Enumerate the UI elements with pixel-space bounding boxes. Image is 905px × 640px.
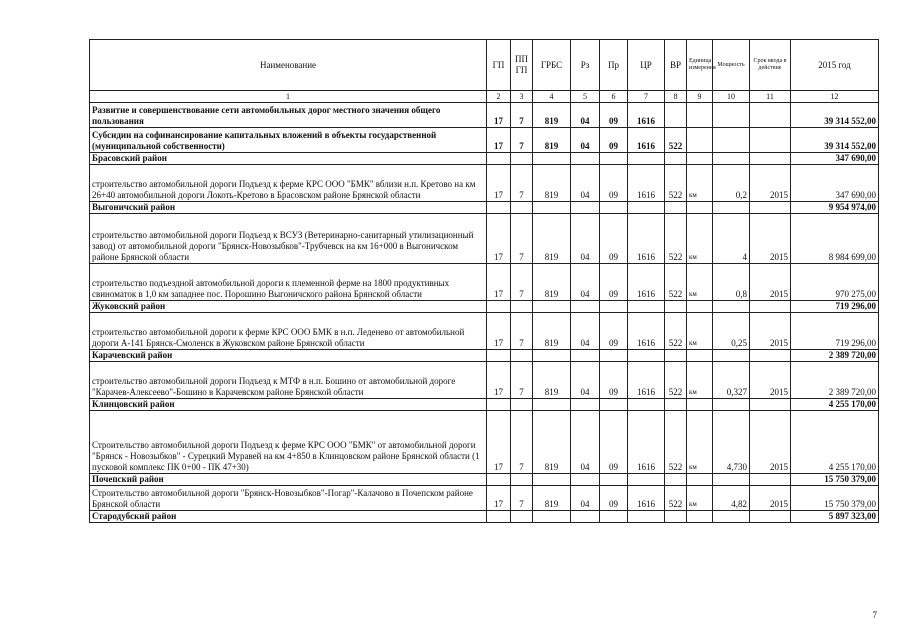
row-rz bbox=[571, 399, 600, 411]
row-name: Жуковский район bbox=[90, 301, 487, 313]
row-capacity bbox=[713, 128, 750, 153]
row-capacity: 4,730 bbox=[713, 411, 750, 474]
row-gp bbox=[487, 153, 511, 165]
district-row bbox=[90, 474, 879, 486]
row-gp bbox=[487, 202, 511, 214]
row-rz: 04 bbox=[571, 362, 600, 399]
row-capacity bbox=[713, 350, 750, 362]
row-grbs bbox=[533, 153, 571, 165]
row-gp bbox=[487, 399, 511, 411]
row-pr: 09 bbox=[600, 264, 628, 301]
row-cr: 1616 bbox=[628, 165, 665, 202]
row-gp bbox=[487, 511, 511, 523]
row-rz bbox=[571, 202, 600, 214]
row-pr bbox=[600, 153, 628, 165]
row-unit bbox=[687, 350, 713, 362]
row-cr bbox=[628, 399, 665, 411]
row-pp bbox=[511, 301, 533, 313]
row-pp bbox=[511, 511, 533, 523]
row-pp: 7 bbox=[511, 128, 533, 153]
col-header-rz: Рз bbox=[571, 40, 600, 91]
district-row bbox=[90, 301, 879, 313]
row-name: строительство подъездной автомобильной дороги к племенной ферме на 1800 продуктивных свиноматок в 1,0 км западнее пос. Порошино Выгоничского района Брянской области bbox=[90, 264, 487, 301]
row-year: 2015 bbox=[750, 411, 791, 474]
row-year: 2015 bbox=[750, 214, 791, 264]
row-amount: 39 314 552,00 bbox=[791, 103, 879, 128]
row-name: строительство автомобильной дороги к ферме КРС ООО БМК в н.п. Леденево от автомобильной дороги А-141 Брянск-Смоленск в Жуковском районе Брянской области bbox=[90, 313, 487, 350]
row-name: Брасовский район bbox=[90, 153, 487, 165]
table-row bbox=[90, 214, 879, 264]
col-header-gp: ГП bbox=[487, 40, 511, 91]
row-unit: км bbox=[687, 411, 713, 474]
row-cr: 1616 bbox=[628, 362, 665, 399]
row-unit bbox=[687, 399, 713, 411]
row-amount: 4 255 170,00 bbox=[791, 399, 879, 411]
col-number: 9 bbox=[687, 91, 713, 103]
row-name: Выгоничский район bbox=[90, 202, 487, 214]
row-gp: 17 bbox=[487, 128, 511, 153]
row-vr bbox=[665, 511, 687, 523]
row-pp bbox=[511, 399, 533, 411]
row-grbs bbox=[533, 511, 571, 523]
col-number: 2 bbox=[487, 91, 511, 103]
row-rz: 04 bbox=[571, 128, 600, 153]
row-cr bbox=[628, 301, 665, 313]
row-pp bbox=[511, 153, 533, 165]
row-grbs: 819 bbox=[533, 264, 571, 301]
row-amount: 39 314 552,00 bbox=[791, 128, 879, 153]
row-vr bbox=[665, 202, 687, 214]
row-rz: 04 bbox=[571, 313, 600, 350]
section-row bbox=[90, 128, 879, 153]
row-amount: 347 690,00 bbox=[791, 165, 879, 202]
row-grbs: 819 bbox=[533, 313, 571, 350]
row-pr bbox=[600, 399, 628, 411]
row-rz bbox=[571, 350, 600, 362]
district-row bbox=[90, 153, 879, 165]
row-grbs: 819 bbox=[533, 486, 571, 511]
row-amount: 2 389 720,00 bbox=[791, 362, 879, 399]
budget-table-container bbox=[89, 39, 878, 523]
row-gp: 17 bbox=[487, 313, 511, 350]
row-capacity: 4 bbox=[713, 214, 750, 264]
row-year: 2015 bbox=[750, 486, 791, 511]
row-grbs bbox=[533, 350, 571, 362]
row-name: Строительство автомобильной дороги Подъезд к ферме КРС ООО "БМК" от автомобильной дороги "Брянск - Новозыбков" - Сурецкий Муравей на км 4+850 в Клинцовском районе Брянской области (1 пусковой комплекс ПК 0+00 - ПК 47+30) bbox=[90, 411, 487, 474]
col-header-year: Срок ввода в действие bbox=[750, 40, 791, 91]
row-amount: 970 275,00 bbox=[791, 264, 879, 301]
row-amount: 719 296,00 bbox=[791, 301, 879, 313]
row-unit bbox=[687, 103, 713, 128]
row-unit bbox=[687, 474, 713, 486]
row-capacity: 0,327 bbox=[713, 362, 750, 399]
col-number: 4 bbox=[533, 91, 571, 103]
row-name: Строительство автомобильной дороги "Брянск-Новозыбков"-Погар"-Калачово в Почепском районе Брянской области bbox=[90, 486, 487, 511]
row-pr bbox=[600, 301, 628, 313]
row-grbs bbox=[533, 399, 571, 411]
table-row bbox=[90, 264, 879, 301]
section-row bbox=[90, 103, 879, 128]
district-row bbox=[90, 511, 879, 523]
row-rz bbox=[571, 153, 600, 165]
row-capacity: 0,2 bbox=[713, 165, 750, 202]
district-row bbox=[90, 399, 879, 411]
col-header-unit: Единица измерения bbox=[687, 40, 713, 91]
row-name: Развитие и совершенствование сети автомобильных дорог местного значения общего пользования bbox=[90, 103, 487, 128]
row-vr: 522 bbox=[665, 362, 687, 399]
row-capacity bbox=[713, 153, 750, 165]
row-grbs bbox=[533, 202, 571, 214]
row-gp: 17 bbox=[487, 486, 511, 511]
row-pr: 09 bbox=[600, 362, 628, 399]
col-number: 1 bbox=[90, 91, 487, 103]
row-capacity bbox=[713, 399, 750, 411]
row-year bbox=[750, 103, 791, 128]
col-number: 3 bbox=[511, 91, 533, 103]
row-cr: 1616 bbox=[628, 264, 665, 301]
row-pr bbox=[600, 474, 628, 486]
col-number: 5 bbox=[571, 91, 600, 103]
col-number: 12 bbox=[791, 91, 879, 103]
row-cr bbox=[628, 511, 665, 523]
col-header-pr: Пр bbox=[600, 40, 628, 91]
row-capacity: 0,8 bbox=[713, 264, 750, 301]
row-amount: 4 255 170,00 bbox=[791, 411, 879, 474]
district-row bbox=[90, 202, 879, 214]
col-header-vr: ВР bbox=[665, 40, 687, 91]
table-row bbox=[90, 362, 879, 399]
table-row bbox=[90, 165, 879, 202]
row-year bbox=[750, 128, 791, 153]
row-year: 2015 bbox=[750, 313, 791, 350]
row-grbs: 819 bbox=[533, 214, 571, 264]
row-capacity bbox=[713, 103, 750, 128]
row-name: Карачевский район bbox=[90, 350, 487, 362]
row-unit bbox=[687, 202, 713, 214]
row-vr bbox=[665, 153, 687, 165]
row-cr: 1616 bbox=[628, 486, 665, 511]
row-cr: 1616 bbox=[628, 103, 665, 128]
row-unit: км bbox=[687, 165, 713, 202]
row-vr: 522 bbox=[665, 214, 687, 264]
row-gp: 17 bbox=[487, 214, 511, 264]
row-name: Почепский район bbox=[90, 474, 487, 486]
row-gp bbox=[487, 301, 511, 313]
row-name: строительство автомобильной дороги Подъезд к ВСУЗ (Ветеринарно-санитарный утилизационный завод) от автомобильной дороги "Брянск-Новозыбков"-Трубчевск на км 16+000 в Выгоничском районе Брянской области bbox=[90, 214, 487, 264]
row-cr bbox=[628, 474, 665, 486]
row-amount: 2 389 720,00 bbox=[791, 350, 879, 362]
row-pr: 09 bbox=[600, 214, 628, 264]
row-pp bbox=[511, 202, 533, 214]
row-grbs: 819 bbox=[533, 165, 571, 202]
row-vr: 522 bbox=[665, 411, 687, 474]
row-vr: 522 bbox=[665, 128, 687, 153]
row-pp: 7 bbox=[511, 165, 533, 202]
row-rz: 04 bbox=[571, 103, 600, 128]
row-name: строительство автомобильной дороги Подъезд к ферме КРС ООО "БМК" вблизи н.п. Кретово на км 26+40 автомобильной дороги Локоть-Кретово в Брасовском районе Брянской области bbox=[90, 165, 487, 202]
row-unit: км bbox=[687, 214, 713, 264]
row-pp: 7 bbox=[511, 264, 533, 301]
row-unit bbox=[687, 128, 713, 153]
col-header-amount-2015: 2015 год bbox=[791, 40, 879, 91]
row-unit bbox=[687, 153, 713, 165]
row-cr: 1616 bbox=[628, 214, 665, 264]
row-gp: 17 bbox=[487, 362, 511, 399]
row-rz: 04 bbox=[571, 486, 600, 511]
row-vr bbox=[665, 474, 687, 486]
col-number: 8 bbox=[665, 91, 687, 103]
row-grbs bbox=[533, 474, 571, 486]
column-number-row bbox=[90, 91, 879, 103]
table-row bbox=[90, 411, 879, 474]
row-gp bbox=[487, 474, 511, 486]
row-capacity bbox=[713, 474, 750, 486]
row-pp bbox=[511, 350, 533, 362]
row-cr bbox=[628, 350, 665, 362]
row-pp: 7 bbox=[511, 214, 533, 264]
row-gp bbox=[487, 350, 511, 362]
row-rz bbox=[571, 474, 600, 486]
col-header-grbs: ГРБС bbox=[533, 40, 571, 91]
row-unit: км bbox=[687, 264, 713, 301]
page-number: 7 bbox=[872, 610, 877, 620]
col-header-capacity: Мощность bbox=[713, 40, 750, 91]
row-rz bbox=[571, 511, 600, 523]
row-cr bbox=[628, 202, 665, 214]
table-row bbox=[90, 313, 879, 350]
row-grbs: 819 bbox=[533, 411, 571, 474]
row-gp: 17 bbox=[487, 264, 511, 301]
row-pp: 7 bbox=[511, 103, 533, 128]
col-number: 6 bbox=[600, 91, 628, 103]
row-capacity: 4,82 bbox=[713, 486, 750, 511]
row-pr: 09 bbox=[600, 165, 628, 202]
row-unit: км bbox=[687, 362, 713, 399]
row-name: строительство автомобильной дороги Подъезд к МТФ в н.п. Бошино от автомобильной дороге "Карачев-Алексеево"-Бошино в Карачевском районе Брянской области bbox=[90, 362, 487, 399]
row-year bbox=[750, 350, 791, 362]
row-year: 2015 bbox=[750, 165, 791, 202]
row-rz: 04 bbox=[571, 165, 600, 202]
row-pr bbox=[600, 350, 628, 362]
col-header-pp: ПП ГП bbox=[511, 40, 533, 91]
row-capacity bbox=[713, 511, 750, 523]
row-pr: 09 bbox=[600, 486, 628, 511]
row-vr bbox=[665, 350, 687, 362]
row-vr: 522 bbox=[665, 486, 687, 511]
row-name: Клинцовский район bbox=[90, 399, 487, 411]
row-rz bbox=[571, 301, 600, 313]
row-unit bbox=[687, 511, 713, 523]
row-pp: 7 bbox=[511, 313, 533, 350]
row-vr: 522 bbox=[665, 264, 687, 301]
row-year bbox=[750, 399, 791, 411]
col-number: 10 bbox=[713, 91, 750, 103]
row-amount: 15 750 379,00 bbox=[791, 474, 879, 486]
row-unit bbox=[687, 301, 713, 313]
row-pp: 7 bbox=[511, 411, 533, 474]
row-gp: 17 bbox=[487, 411, 511, 474]
row-year bbox=[750, 301, 791, 313]
table-body bbox=[90, 103, 879, 523]
district-row bbox=[90, 350, 879, 362]
row-vr bbox=[665, 103, 687, 128]
row-grbs bbox=[533, 301, 571, 313]
row-rz: 04 bbox=[571, 411, 600, 474]
row-gp: 17 bbox=[487, 165, 511, 202]
row-pr bbox=[600, 202, 628, 214]
row-rz: 04 bbox=[571, 214, 600, 264]
row-pr: 09 bbox=[600, 128, 628, 153]
header-row bbox=[90, 40, 879, 91]
row-year: 2015 bbox=[750, 362, 791, 399]
row-amount: 719 296,00 bbox=[791, 313, 879, 350]
col-header-name: Наименование bbox=[90, 40, 487, 91]
row-year bbox=[750, 153, 791, 165]
row-grbs: 819 bbox=[533, 128, 571, 153]
row-pp: 7 bbox=[511, 362, 533, 399]
row-amount: 15 750 379,00 bbox=[791, 486, 879, 511]
row-capacity bbox=[713, 301, 750, 313]
row-pr: 09 bbox=[600, 103, 628, 128]
row-capacity bbox=[713, 202, 750, 214]
row-pr bbox=[600, 511, 628, 523]
row-year bbox=[750, 202, 791, 214]
row-name: Субсидии на софинансирование капитальных вложений в объекты государственной (муниципальной собственности) bbox=[90, 128, 487, 153]
row-year bbox=[750, 474, 791, 486]
row-grbs: 819 bbox=[533, 362, 571, 399]
row-cr: 1616 bbox=[628, 411, 665, 474]
row-amount: 5 897 323,00 bbox=[791, 511, 879, 523]
row-grbs: 819 bbox=[533, 103, 571, 128]
col-number: 7 bbox=[628, 91, 665, 103]
row-unit: км bbox=[687, 486, 713, 511]
row-pr: 09 bbox=[600, 411, 628, 474]
row-unit: км bbox=[687, 313, 713, 350]
row-vr bbox=[665, 301, 687, 313]
row-name: Стародубский район bbox=[90, 511, 487, 523]
row-vr bbox=[665, 399, 687, 411]
budget-table bbox=[89, 39, 879, 523]
row-pp: 7 bbox=[511, 486, 533, 511]
row-year bbox=[750, 511, 791, 523]
col-header-cr: ЦР bbox=[628, 40, 665, 91]
row-year: 2015 bbox=[750, 264, 791, 301]
row-pp bbox=[511, 474, 533, 486]
row-cr: 1616 bbox=[628, 313, 665, 350]
row-vr: 522 bbox=[665, 313, 687, 350]
row-pr: 09 bbox=[600, 313, 628, 350]
row-rz: 04 bbox=[571, 264, 600, 301]
row-amount: 8 984 699,00 bbox=[791, 214, 879, 264]
row-gp: 17 bbox=[487, 103, 511, 128]
col-number: 11 bbox=[750, 91, 791, 103]
row-vr: 522 bbox=[665, 165, 687, 202]
row-cr: 1616 bbox=[628, 128, 665, 153]
row-amount: 347 690,00 bbox=[791, 153, 879, 165]
row-amount: 9 954 974,00 bbox=[791, 202, 879, 214]
row-capacity: 0,25 bbox=[713, 313, 750, 350]
row-cr bbox=[628, 153, 665, 165]
table-row bbox=[90, 486, 879, 511]
